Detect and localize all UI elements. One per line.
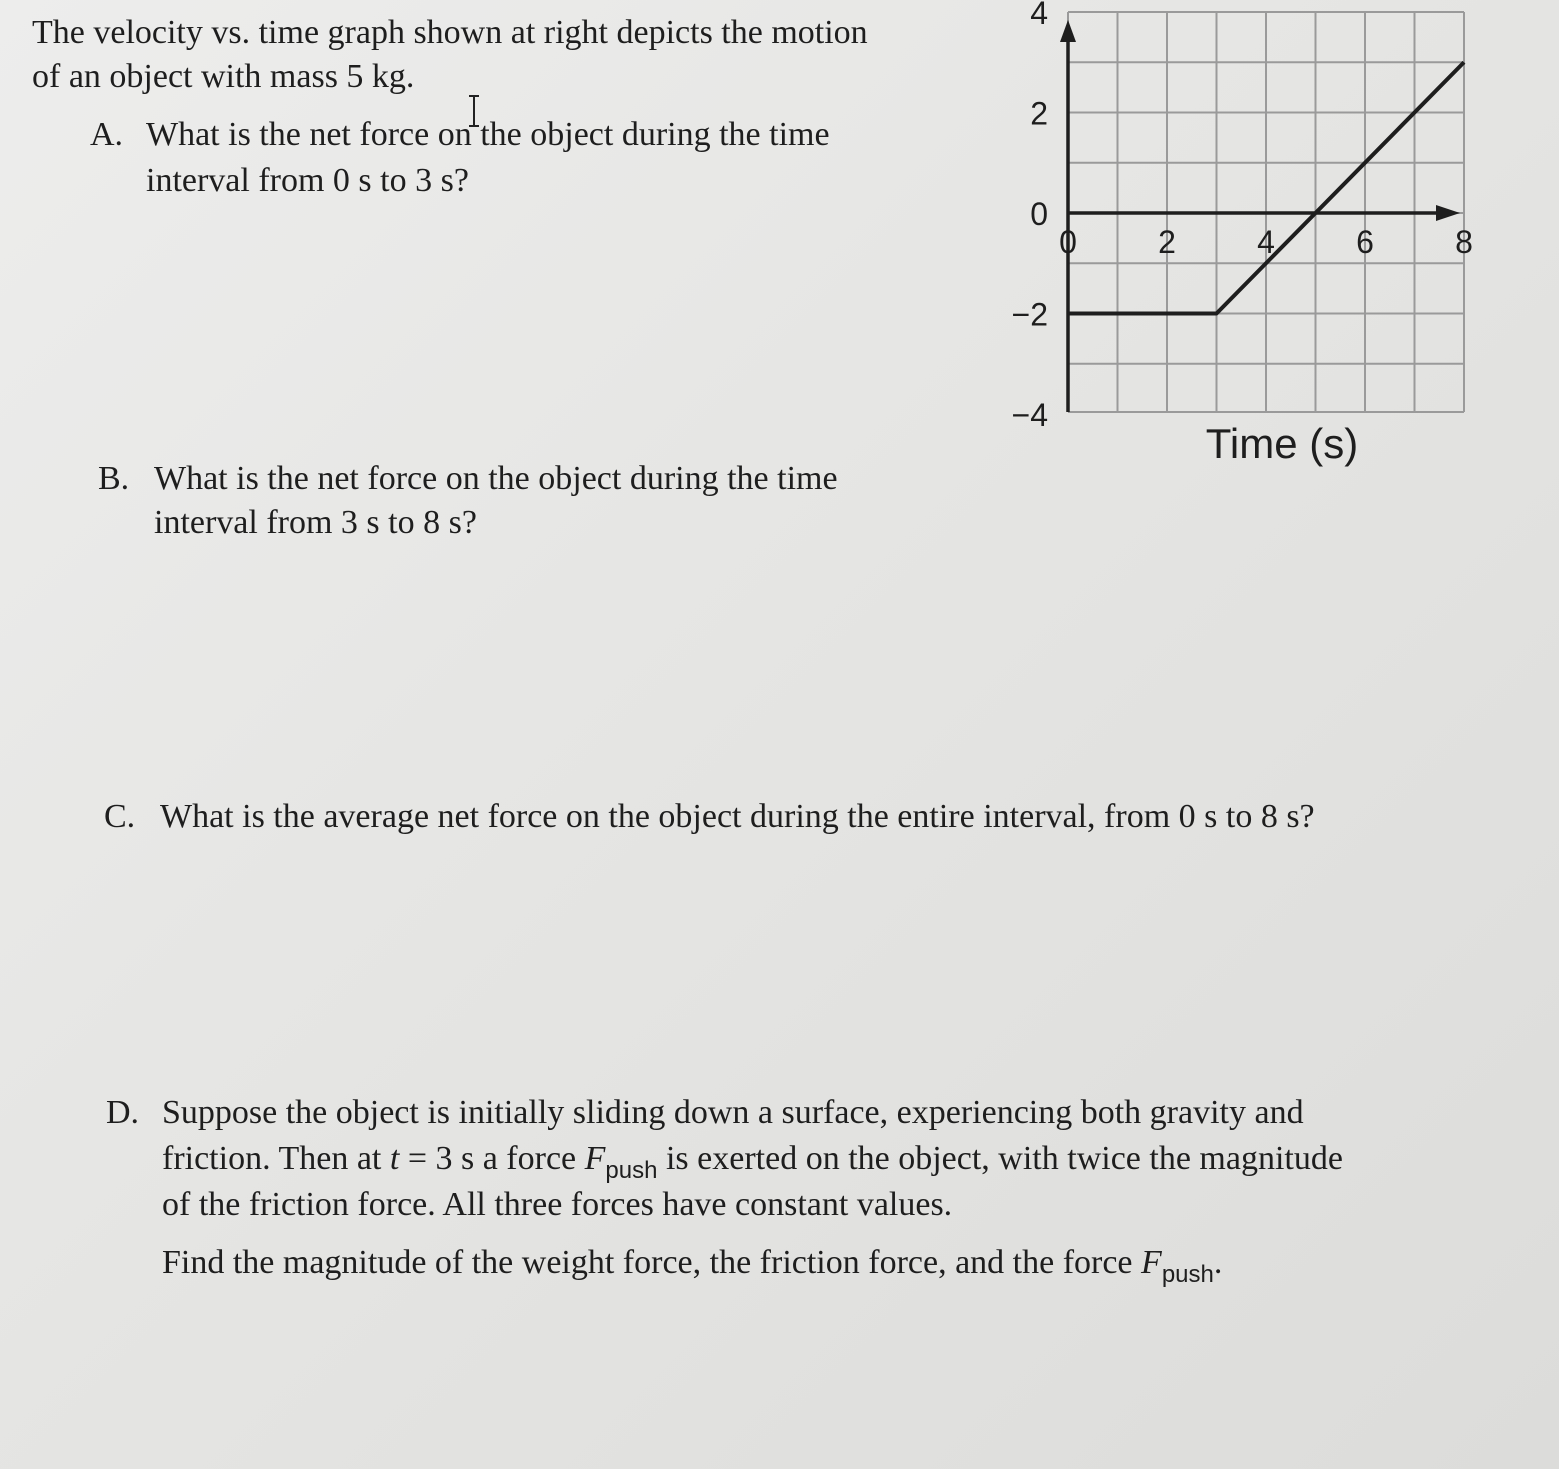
question-d-line-4-part-a: Find the magnitude of the weight force, the friction force, and the force	[162, 1244, 1142, 1281]
force-variable: F	[1141, 1244, 1162, 1281]
x-tick-label: 2	[1158, 224, 1176, 260]
force-subscript: push	[1161, 1261, 1214, 1288]
y-axis-arrowhead	[1060, 20, 1076, 42]
question-b	[98, 456, 838, 502]
force-subscript: push	[605, 1157, 658, 1184]
question-d-line-2-part-c: is exerted on the object, with twice the magnitude	[657, 1140, 1343, 1177]
question-c-letter: C.	[104, 798, 136, 835]
y-tick-label: 4	[1030, 0, 1048, 31]
x-axis-arrowhead	[1436, 205, 1460, 221]
question-d-line-4-end: .	[1213, 1244, 1223, 1281]
question-a-line-1: What is the net force on the object during the time	[146, 116, 830, 153]
question-b-line-1: What is the net force on the object during the time	[154, 460, 838, 497]
question-b-line-2: interval from 3 s to 8 s?	[154, 504, 477, 541]
velocity-time-graph	[1000, 0, 1480, 480]
question-d-line-3: of the friction force. All three forces have constant values.	[162, 1186, 953, 1223]
y-tick-label: 2	[1030, 95, 1048, 132]
question-d-line-1: Suppose the object is initially sliding down a surface, experiencing both gravity and	[162, 1094, 1304, 1131]
x-axis-title: Time (s)	[1205, 420, 1359, 467]
intro-line-2: of an object with mass 5 kg.	[32, 58, 415, 95]
intro-line-1: The velocity vs. time graph shown at right depicts the motion	[32, 14, 868, 51]
x-tick-label: 6	[1356, 224, 1374, 260]
question-a	[90, 112, 830, 158]
question-d	[106, 1090, 1304, 1136]
x-tick-label: 0	[1059, 224, 1077, 260]
question-d-line-2	[106, 1136, 1343, 1185]
question-b-letter: B.	[98, 460, 130, 497]
time-variable: t	[389, 1140, 400, 1177]
question-a-letter: A.	[90, 116, 124, 153]
question-d-line-2-part-a: friction. Then at	[162, 1140, 390, 1177]
question-d-line-2-part-b: = 3 s a force	[399, 1140, 585, 1177]
question-c	[104, 794, 1315, 840]
x-tick-label: 4	[1257, 224, 1275, 260]
question-d-letter: D.	[106, 1094, 140, 1131]
chart-axes	[1060, 20, 1460, 412]
y-tick-label: −2	[1011, 296, 1048, 333]
x-tick-label: 8	[1455, 224, 1473, 260]
question-c-line-1: What is the average net force on the object during the entire interval, from 0 s to 8 s?	[160, 798, 1315, 835]
question-a-line-2: interval from 0 s to 3 s?	[146, 162, 469, 199]
text-cursor-icon	[466, 94, 482, 128]
question-d-line-4	[106, 1240, 1222, 1289]
force-variable: F	[584, 1140, 606, 1177]
y-tick-label: −4	[1011, 397, 1048, 433]
y-tick-label: 0	[1030, 196, 1048, 232]
chart-labels	[1012, 0, 1473, 467]
